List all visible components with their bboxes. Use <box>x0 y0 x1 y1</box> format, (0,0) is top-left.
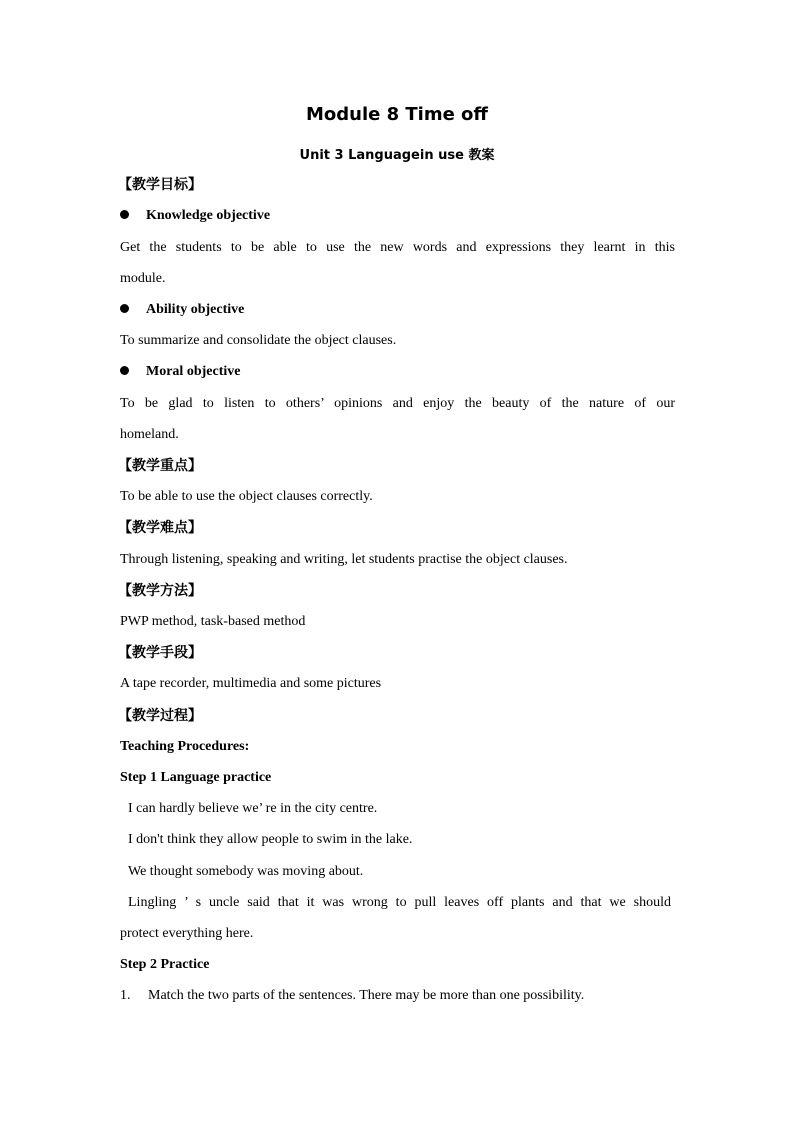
step1-sentence-1: I can hardly believe we’ re in the city centre. <box>128 801 378 816</box>
teaching-procedures-title: Teaching Procedures: <box>120 739 250 754</box>
moral-objective-text-1: To be glad to listen to others’ opinions and enjoy the beauty of the nature of our <box>120 396 675 411</box>
teaching-method-heading: 【教学方法】 <box>118 583 202 599</box>
key-points-text: To be able to use the object clauses correctly. <box>120 489 373 504</box>
knowledge-objective-title: Knowledge objective <box>120 207 675 225</box>
step2-item-1: 1. Match the two parts of the sentences. There may be more than one possibility. <box>120 988 585 1003</box>
ability-objective-title: Ability objective <box>120 301 675 319</box>
objectives-heading: 【教学目标】 <box>118 177 202 193</box>
teaching-means-heading: 【教学手段】 <box>118 645 202 661</box>
knowledge-objective-text-2: module. <box>120 271 166 286</box>
bullet-icon <box>120 304 129 313</box>
step1-sentence-2: I don't think they allow people to swim in the lake. <box>128 832 413 847</box>
step1-sentence-4b: protect everything here. <box>120 926 254 941</box>
ability-objective-text: To summarize and consolidate the object clauses. <box>120 333 397 348</box>
knowledge-objective-text-1: Get the students to be able to use the new words and expressions they learnt in this <box>120 240 675 255</box>
difficult-points-text: Through listening, speaking and writing, let students practise the object clauses. <box>120 552 568 567</box>
teaching-process-heading: 【教学过程】 <box>118 708 202 724</box>
step1-sentence-4a: Lingling ’ s uncle said that it was wrong to pull leaves off plants and that we should <box>128 895 671 910</box>
moral-objective-text-2: homeland. <box>120 427 179 442</box>
step1-sentence-3: We thought somebody was moving about. <box>128 864 364 879</box>
step1-title: Step 1 Language practice <box>120 770 272 785</box>
teaching-means-text: A tape recorder, multimedia and some pictures <box>120 676 382 691</box>
page-subtitle: Unit 3 Languagein use 教案 <box>299 148 495 163</box>
difficult-points-heading: 【教学难点】 <box>118 520 202 536</box>
list-number: 1. <box>120 988 131 1003</box>
moral-objective-title: Moral objective <box>120 363 675 381</box>
teaching-method-text: PWP method, task-based method <box>120 614 306 629</box>
key-points-heading: 【教学重点】 <box>118 458 202 474</box>
step2-title: Step 2 Practice <box>120 957 210 972</box>
bullet-icon <box>120 366 129 375</box>
bullet-icon <box>120 210 129 219</box>
page-title: Module 8 Time off <box>305 104 489 125</box>
